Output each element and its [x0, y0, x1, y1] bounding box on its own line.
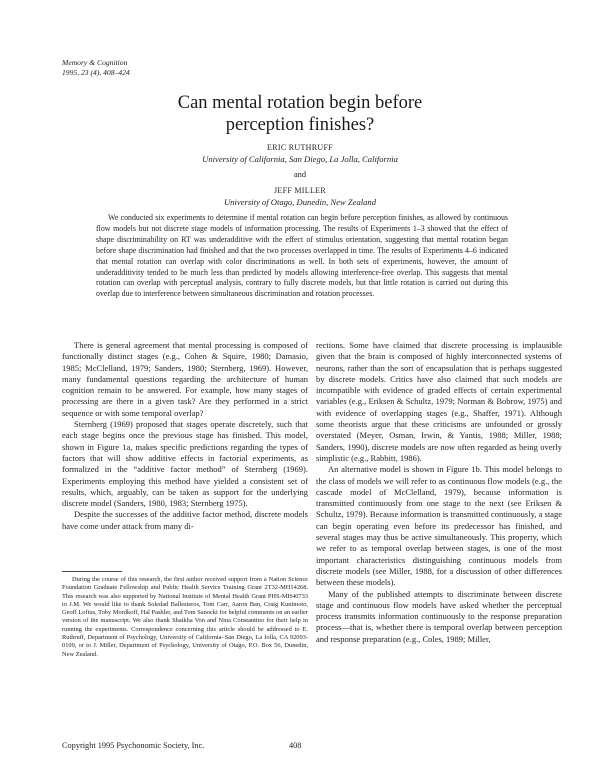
paper-title	[0, 92, 600, 136]
body-paragraph: There is general agreement that mental processing is composed of functionally distinct stages (e.g., Cohen & Squire, 1980; Damasio, 1985; McClelland, 1979; Sanders, 1980; Sternberg, 1969). However, many fundamental questions regarding the architecture of human cognition remain to be answered. For example, how many stages of processing are there in a given task? Are they performed in a strict sequence or with some temporal overlap?	[62, 340, 308, 418]
author-affiliation-2: University of Otago, Dunedin, New Zealand	[223, 197, 377, 207]
copyright-notice: Copyright 1995 Psychonomic Society, Inc.	[62, 741, 205, 750]
footnote-divider	[62, 571, 122, 572]
author-footnote: During the course of this research, the first author received support from a Nation Science Foundation Graduate Fellowship and Public Health Service Training Grant 2T32-MH14268. This research was also supported by National Institute of Mental Health Grant PHS-MH40733 to J.M. We would like to thank Soledad Ballesteros, Tom Carr, Aaron Ban, Craig Kunimoto, Geoff Loftus, Toby Mordkoff, Hal Pashler, and Tom Sanocki for helpful comments on an earlier version of the manuscript. We also thank Shaikha Von and Nina Constantino for their help in running the experiments. Correspondence concerning this article should be addressed to E. Ruthruff, Department of Psychology, University of California–San Diego, La Jolla, CA 92093-0109, or to J. Miller, Department of Psychology, University of Otago, P.O. Box 56, Dunedin, New Zealand.	[62, 576, 308, 658]
title-line-1: Can mental rotation begin before	[177, 93, 423, 113]
abstract: We conducted six experiments to determine if mental rotation can begin before perception finishes, as allowed by continuous flow models but not discrete stage models of information processing. The results of Experiments 1–3 showed that the effect of shape discriminability on RT was underadditive with the effect of stimulus orientation, suggesting that mental rotation began before shape discrimination had finished and that the two processes overlapped in time. The results of Experiments 4–6 indicated that mental rotation can overlap with color discriminations as well. In both sets of experiments, however, the amount of underadditivity tended to be much less than predicted by models allowing interference-free overlap. This suggests that mental rotation can overlap with perceptual analysis, contrary to fully discrete models, but that little rotation is carried out during this overlap due to interference between simultaneous discrimination and rotation processes.	[96, 213, 508, 299]
body-column-right	[316, 340, 562, 645]
body-paragraph: An alternative model is shown in Figure 1b. This model belongs to the class of models we will refer to as continuous flow models (e.g., the cascade model of McClelland, 1979), because information is transmitted continuously from one stage to the next (see Eriksen & Schultz, 1979). Because information is transmitted continuously, a stage can begin operating even before its predecessor has finished, and several stages may thus be active simultaneously. This property, which we refer to as temporal overlap between stages, is one of the most important characteristics distinguishing continuous models from discrete models (see Miller, 1988, for a discussion of other differences between these models).	[316, 464, 562, 588]
body-paragraph: Despite the successes of the additive factor method, discrete models have come under attack from many di-	[62, 509, 308, 531]
body-paragraph: rections. Some have claimed that discrete processing is implausible given that the brain is composed of highly interconnected systems of neurons, rather than the sort of encapsulation that is perhaps suggested by discrete models. Critics have also claimed that such models are incompatible with evidence of graded effects of certain experimental variables (e.g., Eriksen & Schultz, 1979; Norman & Bobrow, 1975) and with evidence of overlapping stages (e.g., Shaffer, 1971). Although some theorists argue that these criticisms are unfounded or grossly overstated (Meyer, Osman, Irwin, & Yantis, 1988; Miller, 1988; Sanders, 1990), discrete models are now often regarded as being overly simplistic (e.g., Rabbitt, 1986).	[316, 340, 562, 463]
journal-name: Memory & Cognition	[62, 58, 128, 67]
journal-header	[62, 58, 130, 78]
body-column-left	[62, 340, 308, 532]
journal-citation: 1995, 23 (4), 408–424	[62, 68, 130, 77]
author-name-2: JEFF MILLER	[274, 186, 326, 195]
body-paragraph: Sternberg (1969) proposed that stages operate discretely, such that each stage begins once the previous stage has finished. This model, shown in Figure 1a, makes specific predictions regarding the types of factors that will show additive effects in factorial experiments, as formalized in the “additive factor method” of Sternberg (1969). Experiments employing this method have yielded a consistent set of results, which, arguably, can be taken as support for the underlying discrete model (Sanders, 1980, 1983; Sternberg 1975).	[62, 419, 308, 509]
title-line-2: perception finishes?	[225, 115, 375, 135]
author-and: and	[293, 170, 307, 179]
body-paragraph: Many of the published attempts to discriminate between discrete stage and continuous flow models have asked whether the perceptual process transmits information continuously to the response preparation process—that is, whether there is temporal overlap between perception and response preparation (e.g., Coles, 1989; Miller,	[316, 588, 562, 644]
author-affiliation-1: University of California, San Diego, La Jolla, California	[202, 154, 398, 164]
author-name-1: ERIC RUTHRUFF	[267, 143, 333, 152]
page-number: 408	[289, 741, 302, 750]
